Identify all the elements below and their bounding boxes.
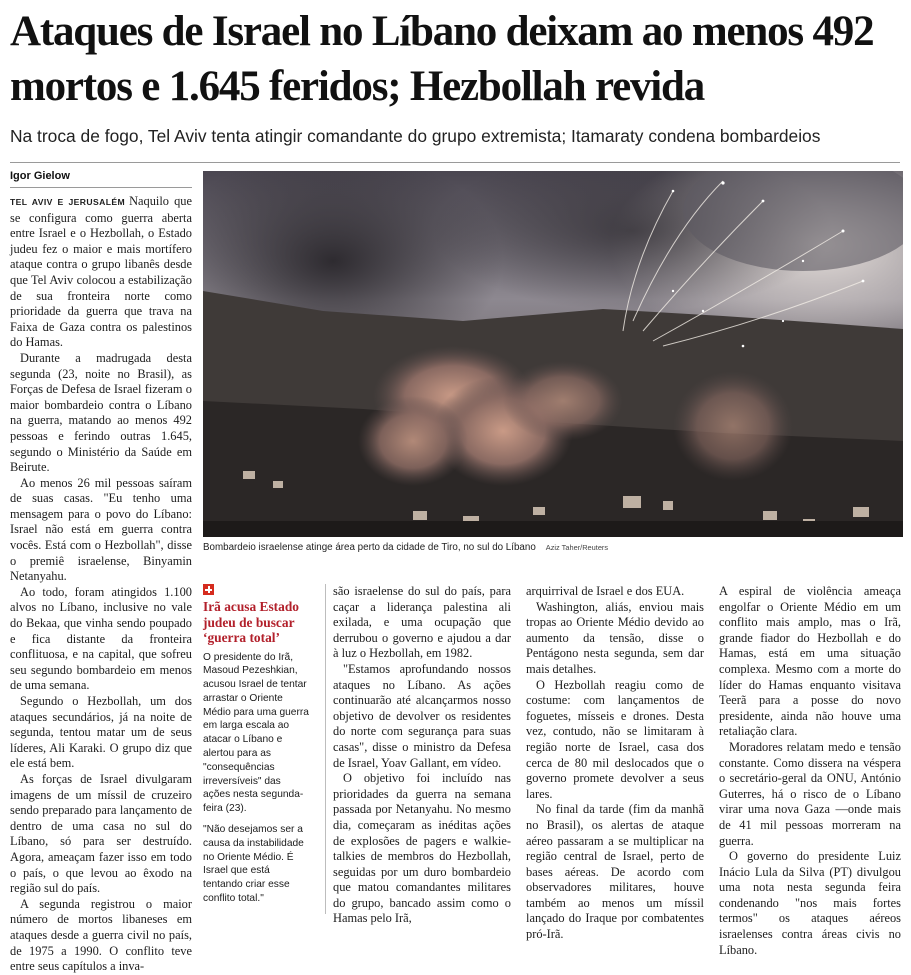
article-paragraph: No final da tarde (fim da manhã no Brasil), os alertas de ataque aéreo passaram a se multiplicar na região central de Israel, perto de bases aéreas. De acordo com observadores militares, houve também ao menos um míssil lançado do Iraque por combatentes pró-Irã. bbox=[526, 802, 704, 942]
article-column-1 bbox=[10, 194, 192, 975]
article-paragraph: Ao menos 26 mil pessoas saíram de suas casas. "Eu tenho uma mensagem para o povo do Líbano: Israel não está em guerra contra vocês. Está com o Hezbollah", disse o premiê israelense, Binyamin Netanyahu. bbox=[10, 475, 192, 584]
article-paragraph: Moradores relatam medo e tensão constante. Como dissera na véspera o secretário-geral da ONU, António Guterres, há o risco de o Líbano virar uma nova Gaza —onde mais de 41 mil pessoas morreram na guerra. bbox=[719, 739, 901, 848]
article-paragraph: arquirrival de Israel e dos EUA. bbox=[526, 584, 685, 598]
article-paragraph: As forças de Israel divulgaram imagens de um míssil de cruzeiro sendo preparado para lançamento de dentro de uma casa no sul do Líbano, só para ser destruído. Agora, ameaçam fazer isso em todo o país, o que levou ao êxodo na região sul do país. bbox=[10, 771, 192, 896]
article-paragraph: "Estamos aprofundando nossos ataques no Líbano. As ações continuarão até alcançarmos nosso objetivo de devolver os residentes do norte com segurança para suas casas", disse o ministro da Defesa de Israel, Yoav Gallant, em vídeo. bbox=[333, 661, 511, 770]
article-paragraph: Washington, aliás, enviou mais tropas ao Oriente Médio devido ao aumento da tensão, disse o Pentágono nesta segunda, sem dar mais detalhes. bbox=[526, 599, 704, 676]
switzerland-flag-icon bbox=[203, 584, 214, 595]
byline-divider bbox=[10, 187, 192, 188]
article-column-4 bbox=[526, 584, 704, 943]
article-paragraph: Durante a madrugada desta segunda (23, noite no Brasil), as Forças de Defesa de Israel fizeram o maior bombardeio contra o Líbano na guerra, matando ao menos 492 pessoas e ferindo outras 1.645, segundo o Ministério da Saúde em Beirute. bbox=[10, 350, 192, 475]
article-paragraph: são israelense do sul do país, para caçar a liderança palestina ali exilada, e uma ocupação que derrubou o governo e ajudou a dar à luz o Hezbollah, em 1982. bbox=[333, 584, 511, 661]
byline: Igor Gielow bbox=[10, 170, 70, 182]
article-paragraph: Ao todo, foram atingidos 1.100 alvos no Líbano, inclusive no vale do Bekaa, que vinha sendo poupado e fica distante da fronteira conflituosa, e na capital, que sofreu seu segundo bombardeio em menos de uma semana. bbox=[10, 584, 192, 693]
photo-credit: Aziz Taher/Reuters bbox=[545, 543, 609, 552]
article-paragraph: O governo do presidente Luiz Inácio Lula da Silva (PT) divulgou uma nota nesta segunda feira condenando "nos mais fortes termos" os ataques aéreos israelenses contra áreas civis no Líbano. bbox=[719, 849, 901, 957]
article-paragraph: O Hezbollah reagiu como de costume: com lançamentos de foguetes, mísseis e drones. Desta vez, contudo, não se limitaram à região norte de Israel, casa dos cerca de 80 mil deslocados que o governo promete devolver a seus lares. bbox=[526, 677, 704, 801]
headline: Ataques de Israel no Líbano deixam ao menos 492 mortos e 1.645 feridos; Hezbollah revida bbox=[10, 8, 874, 110]
dateline: TEL AVIV E JERUSALÉM bbox=[10, 197, 126, 207]
sidebar-paragraph: O presidente do Irã, Masoud Pezeshkian, acusou Israel de tentar arrastar o Oriente Médio para uma guerra em larga escala ao atacar o Líbano e alertou para as "consequências irreversíveis" das ações nesta segunda-feira (23). bbox=[203, 651, 309, 815]
sidebar-paragraph: "Não desejamos ser a causa da instabilidade no Oriente Médio. É Israel que está tentando criar esse conflito total." bbox=[203, 824, 304, 905]
sidebar-divider bbox=[325, 584, 326, 914]
article-paragraph: A segunda registrou o maior número de mortos libaneses em ataques desde a guerra civil no país, de 1975 a 1990. O conflito teve entre seus capítulos a inva- bbox=[10, 896, 192, 974]
sidebar-title: Irã acusa Estado judeu de buscar ‘guerra total’ bbox=[203, 599, 299, 645]
caption-text: Bombardeio israelense atinge área perto da cidade de Tiro, no sul do Líbano bbox=[203, 542, 536, 553]
article-column-5 bbox=[719, 584, 901, 958]
top-divider bbox=[10, 162, 900, 163]
deck-subtitle: Na troca de fogo, Tel Aviv tenta atingir comandante do grupo extremista; Itamaraty condena bombardeios bbox=[10, 126, 821, 146]
article-paragraph: O objetivo foi incluído nas prioridades da guerra na semana passada por Netanyahu. No mesmo dia, começaram as inéditas ações de explosões de pagers e walkie-talkies de membros do Hezbollah, seguidas por um duro bombardeio que matou comandantes militares do grupo, bancado assim como o Hamas pelo Irã, bbox=[333, 771, 511, 926]
article-paragraph: TEL AVIV E JERUSALÉM Naquilo que se configura como guerra aberta entre Israel e o Hezbollah, o Estado judeu fez o maior e mais mortífero ataque contra o grupo libanês desde que Tel Aviv colocou a estabilização de sua fronteira norte como prioridade da guerra que trava na Faixa de Gaza contra os palestinos do Hamas. bbox=[10, 194, 192, 350]
article-paragraph: Segundo o Hezbollah, um dos ataques secundários, já na noite de segunda, tentou matar um de seus líderes, Ali Karaki. O grupo diz que ele está bem. bbox=[10, 694, 192, 771]
bombing-photo bbox=[203, 171, 903, 537]
iran-sidebar bbox=[203, 584, 310, 913]
photo-caption bbox=[203, 542, 903, 553]
article-column-3 bbox=[333, 584, 511, 927]
article-paragraph: A espiral de violência ameaça engolfar o Oriente Médio em um conflito mais amplo, mas o Irã, grande fiador do Hezbollah e do Hamas, está em uma situação complexa. Mesmo com a morte do líder do Hamas enquanto visitava Teerã para a posse do novo presidente, ainda não houve uma retaliação clara. bbox=[719, 584, 901, 739]
